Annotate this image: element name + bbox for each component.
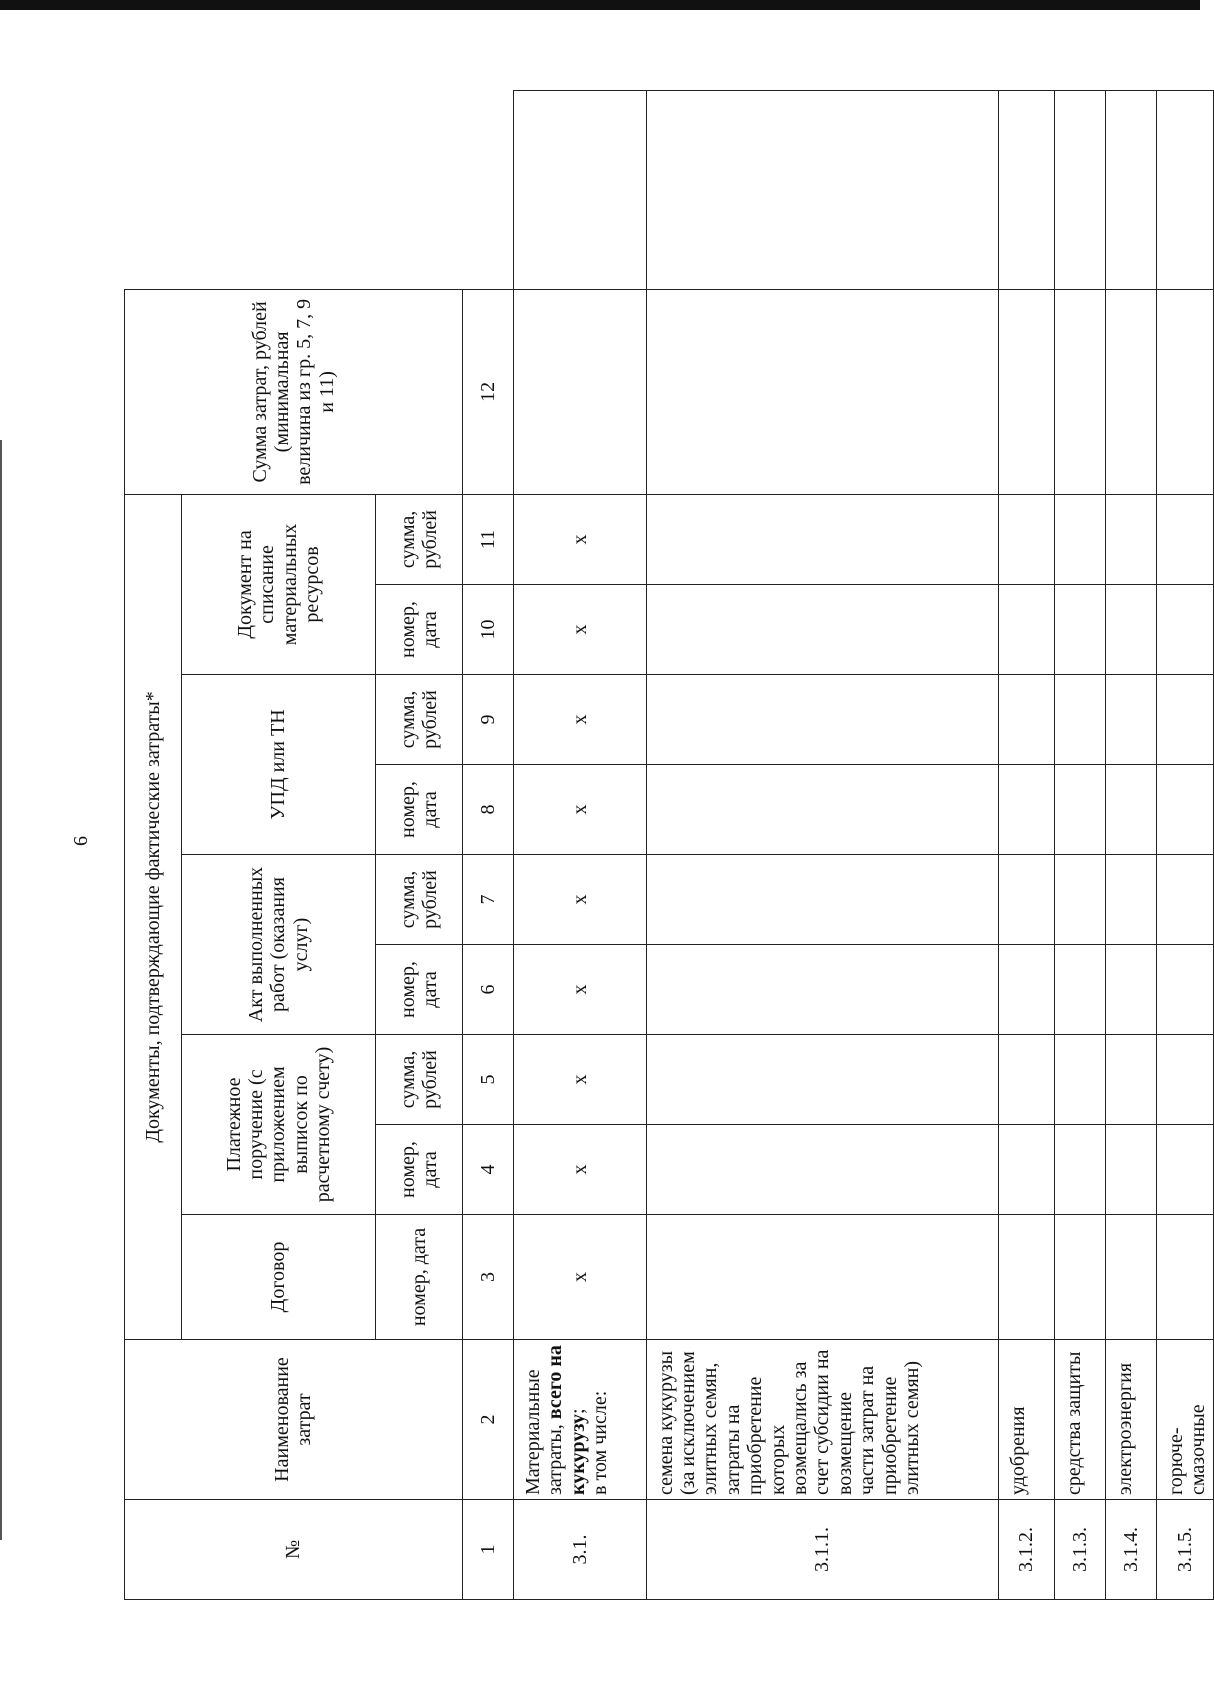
- data-cell: [1156, 585, 1213, 675]
- header-upd: УПД или ТН: [182, 675, 376, 855]
- data-cell: x: [513, 675, 646, 765]
- row-name: горюче-смазочные: [1156, 1340, 1213, 1500]
- data-cell: [1156, 289, 1213, 494]
- table-row: [1054, 91, 1105, 1600]
- table-row: [513, 91, 646, 1600]
- header-dogovor: Договор: [182, 1215, 376, 1340]
- subheader-platezh-summa: сумма, рублей: [376, 1035, 463, 1125]
- header-documents-group: Документы, подтверждающие фактические затраты*: [125, 494, 182, 1339]
- data-cell: [1054, 494, 1105, 584]
- colnum-cell: 1: [462, 1500, 513, 1600]
- header-no: №: [125, 1500, 463, 1600]
- data-cell: [646, 1125, 998, 1215]
- colnum-cell: 9: [462, 675, 513, 765]
- table-row: [646, 91, 998, 1600]
- colnum-cell: 11: [462, 494, 513, 584]
- data-cell: [1156, 675, 1213, 765]
- header-akt: Акт выполненных работ (оказания услуг): [182, 855, 376, 1035]
- data-cell: [1105, 1035, 1156, 1125]
- data-cell: x: [513, 1215, 646, 1340]
- data-cell: [646, 1035, 998, 1125]
- header-sum: Сумма затрат, рублей (минимальная величина из гр. 5, 7, 9 и 11): [125, 289, 463, 494]
- subheader-spisanie-nomer: номер, дата: [376, 585, 463, 675]
- header-spisanie: Документ на списание материальных ресурсов: [182, 494, 376, 674]
- data-cell: [513, 91, 646, 290]
- header-name: Наименование затрат: [125, 1340, 463, 1500]
- data-cell: [1156, 945, 1213, 1035]
- data-cell: [1156, 494, 1213, 584]
- row-name: электроэнергия: [1105, 1340, 1156, 1500]
- data-cell: [1105, 91, 1156, 290]
- data-cell: [1156, 1035, 1213, 1125]
- data-cell: [1156, 1215, 1213, 1340]
- subheader-akt-nomer: номер, дата: [376, 945, 463, 1035]
- table-row: [1156, 91, 1213, 1600]
- row-name: средства защиты: [1054, 1340, 1105, 1500]
- data-cell: [998, 289, 1054, 494]
- data-cell: [1105, 765, 1156, 855]
- data-cell: x: [513, 494, 646, 584]
- subheader-upd-summa: сумма, рублей: [376, 675, 463, 765]
- scan-top-border: [0, 0, 1200, 10]
- colnum-cell: 4: [462, 1125, 513, 1215]
- colnum-cell: 3: [462, 1215, 513, 1340]
- data-cell: [646, 675, 998, 765]
- data-cell: [646, 765, 998, 855]
- data-cell: [1156, 765, 1213, 855]
- row-number: 3.1.5.: [1156, 1500, 1213, 1600]
- data-cell: x: [513, 855, 646, 945]
- data-cell: x: [513, 765, 646, 855]
- data-cell: x: [513, 945, 646, 1035]
- data-cell: [1105, 855, 1156, 945]
- header-platezh: Платежное поручение (с приложением выписок по расчетному счету): [182, 1035, 376, 1215]
- data-cell: [646, 1215, 998, 1340]
- data-cell: [1054, 91, 1105, 290]
- row-number: 3.1.4.: [1105, 1500, 1156, 1600]
- data-cell: [998, 494, 1054, 584]
- data-cell: [998, 675, 1054, 765]
- data-cell: [1054, 1125, 1105, 1215]
- data-cell: [1105, 675, 1156, 765]
- subheader-dogovor-nomer: номер, дата: [376, 1215, 463, 1340]
- colnum-cell: 8: [462, 765, 513, 855]
- data-cell: [998, 1125, 1054, 1215]
- data-cell: [998, 585, 1054, 675]
- data-cell: [1054, 765, 1105, 855]
- data-cell: [513, 289, 646, 494]
- colnum-cell: 12: [462, 289, 513, 494]
- data-cell: [1054, 585, 1105, 675]
- row-number: 3.1.2.: [998, 1500, 1054, 1600]
- data-cell: [1105, 1125, 1156, 1215]
- data-cell: [1156, 91, 1213, 290]
- data-cell: x: [513, 1125, 646, 1215]
- table-row: [1105, 91, 1156, 1600]
- data-cell: [1105, 494, 1156, 584]
- subheader-upd-nomer: номер, дата: [376, 765, 463, 855]
- rotated-table-container: [124, 90, 1214, 1600]
- row-name: семена кукурузы (за исключением элитных семян, затраты на приобретение которых возмещались за счет субсидии на возмещение части затрат на приобретение элитных семян): [646, 1340, 998, 1500]
- data-cell: [998, 91, 1054, 290]
- data-cell: [1054, 289, 1105, 494]
- subheader-akt-summa: сумма, рублей: [376, 855, 463, 945]
- data-cell: [1105, 585, 1156, 675]
- scan-left-edge-mark: [0, 440, 2, 1540]
- data-cell: [1054, 945, 1105, 1035]
- data-cell: [646, 91, 998, 290]
- data-cell: [646, 494, 998, 584]
- data-cell: [646, 289, 998, 494]
- data-cell: [1054, 675, 1105, 765]
- data-cell: [646, 585, 998, 675]
- subheader-platezh-nomer: номер, дата: [376, 1125, 463, 1215]
- data-cell: [1156, 1125, 1213, 1215]
- row-number: 3.1.3.: [1054, 1500, 1105, 1600]
- data-cell: [1105, 945, 1156, 1035]
- row-number: 3.1.1.: [646, 1500, 998, 1600]
- data-cell: [998, 1215, 1054, 1340]
- colnum-cell: 7: [462, 855, 513, 945]
- data-cell: x: [513, 585, 646, 675]
- data-cell: [1105, 289, 1156, 494]
- data-cell: [646, 945, 998, 1035]
- subheader-spisanie-summa: сумма, рублей: [376, 494, 463, 584]
- colnum-cell: 5: [462, 1035, 513, 1125]
- data-cell: x: [513, 1035, 646, 1125]
- colnum-cell: 2: [462, 1340, 513, 1500]
- data-cell: [998, 765, 1054, 855]
- page-number: 6: [70, 836, 92, 846]
- row-name: удобрения: [998, 1340, 1054, 1500]
- data-cell: [998, 1035, 1054, 1125]
- row-name: Материальные затраты, всего на кукурузу; в том числе:: [513, 1340, 646, 1500]
- column-numbers-row: [462, 91, 513, 1600]
- table-row: [998, 91, 1054, 1600]
- data-cell: [1054, 1215, 1105, 1340]
- data-cell: [998, 855, 1054, 945]
- data-cell: [1156, 855, 1213, 945]
- data-cell: [998, 945, 1054, 1035]
- data-cell: [1054, 1035, 1105, 1125]
- data-cell: [646, 855, 998, 945]
- data-cell: [1054, 855, 1105, 945]
- costs-table: [124, 90, 1214, 1600]
- colnum-cell: 10: [462, 585, 513, 675]
- data-cell: [1105, 1215, 1156, 1340]
- row-number: 3.1.: [513, 1500, 646, 1600]
- colnum-cell: 6: [462, 945, 513, 1035]
